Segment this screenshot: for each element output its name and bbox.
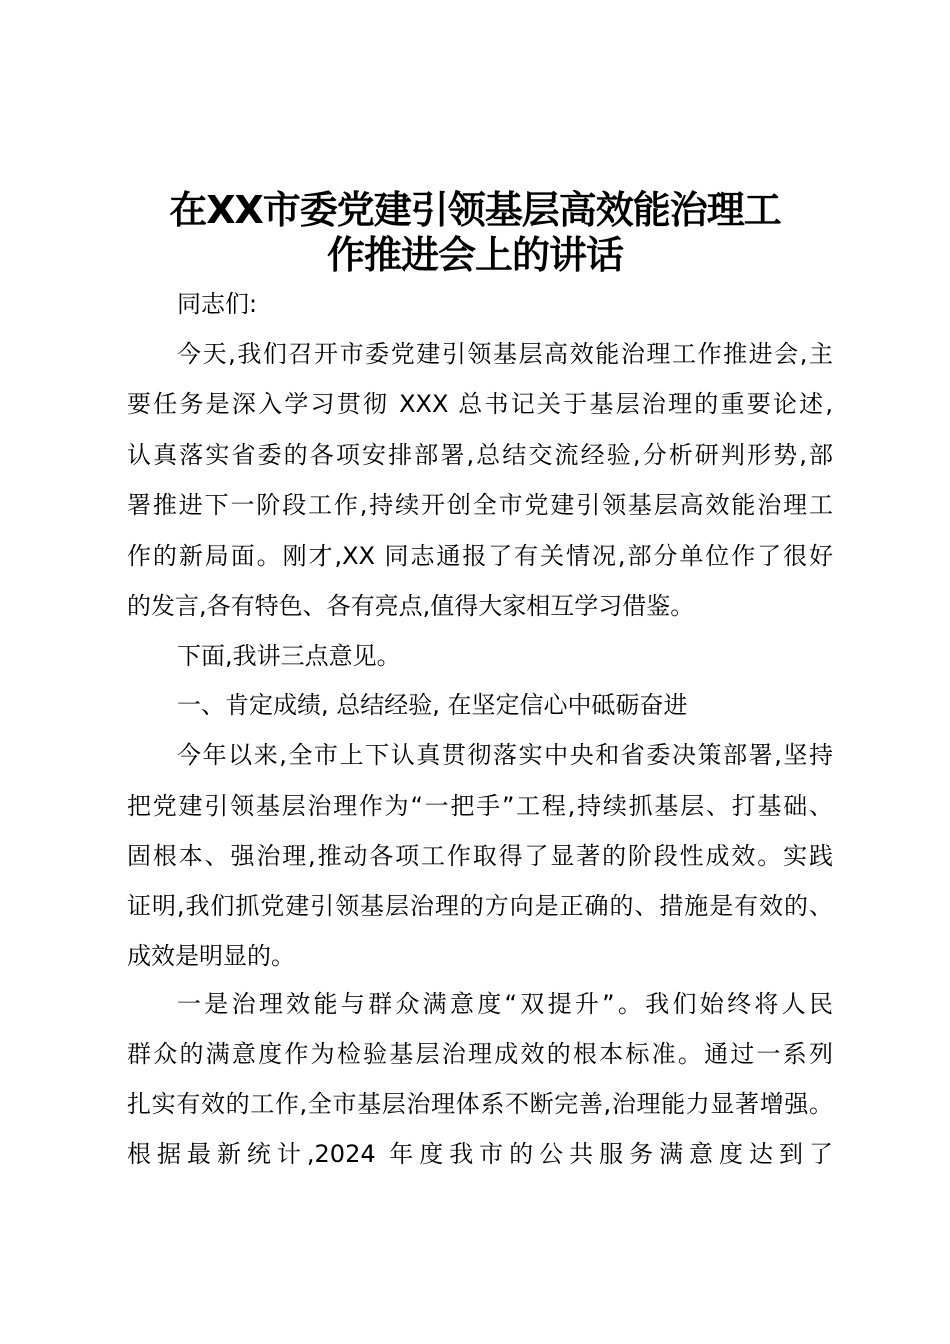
- title-line-2: 作推进会上的讲话: [326, 233, 623, 277]
- text-line: 扎实有效的工作,全市基层治理体系不断完善,治理能力显著增强。: [127, 1090, 833, 1118]
- section-heading: 一、肯定成绩, 总结经验, 在坚定信心中砥砺奋进: [177, 691, 688, 719]
- text-line: 要任务是深入学习贯彻 XXX 总书记关于基层治理的重要论述,: [127, 390, 833, 418]
- text-line: 根据最新统计,2024 年度我市的公共服务满意度达到了: [127, 1140, 833, 1168]
- text-line: 把党建引领基层治理作为“一把手”工程,持续抓基层、打基础、: [127, 792, 833, 820]
- text-line: 今年以来,全市上下认真贯彻落实中央和省委决策部署,坚持: [177, 741, 833, 769]
- text-line: 的发言,各有特色、各有亮点,值得大家相互学习借鉴。: [127, 592, 695, 620]
- title-line-1: 在XX市委党建引领基层高效能治理工: [169, 188, 781, 232]
- text-line: 成效是明显的。: [127, 942, 295, 970]
- text-line: 一是治理效能与群众满意度“双提升”。我们始终将人民: [177, 990, 833, 1018]
- salutation: 同志们:: [177, 290, 258, 318]
- text-line: 作的新局面。刚才,XX 同志通报了有关情况,部分单位作了很好: [127, 542, 833, 570]
- text-line: 署推进下一阶段工作,持续开创全市党建引领基层高效能治理工: [127, 491, 833, 519]
- text-line: 认真落实省委的各项安排部署,总结交流经验,分析研判形势,部: [127, 441, 833, 469]
- text-line: 今天,我们召开市委党建引领基层高效能治理工作推进会,主: [177, 340, 833, 368]
- text-line: 固根本、强治理,推动各项工作取得了显著的阶段性成效。实践: [127, 842, 833, 870]
- text-line: 下面,我讲三点意见。: [177, 642, 401, 670]
- text-line: 群众的满意度作为检验基层治理成效的根本标准。通过一系列: [127, 1040, 833, 1068]
- text-line: 证明,我们抓党建引领基层治理的方向是正确的、措施是有效的、: [127, 892, 833, 920]
